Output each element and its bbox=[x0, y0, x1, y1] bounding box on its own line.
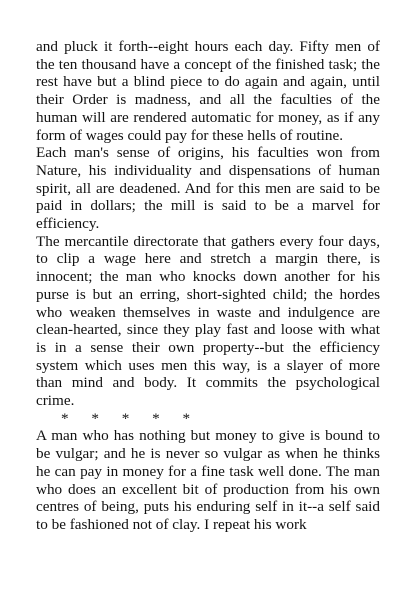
section-break: * * * * * bbox=[61, 409, 191, 427]
paragraph-4: A man who has nothing but money to give is bound to be vulgar; and he is never so vulgar as when he thinks he can pay in money for a fine task well done. The man who does an excellent bit of production from his own centres of being, puts his enduring self in it--a self said to be fashioned not of clay. I repeat his work bbox=[36, 427, 380, 533]
paragraph-3: The mercantile directorate that gathers every four days, to clip a wage here and stretch a margin there, is innocent; the man who knocks down another for his purse is but an erring, short-sighted child; the hordes who weaken themselves in waste and indulgence are clean-hearted, since they play fast and loose with what is in a sense their own property--but the efficiency system which uses men this way, is a slayer of more than mind and body. It commits the psychological crime. bbox=[36, 232, 380, 410]
paragraph-1: and pluck it forth--eight hours each day. Fifty men of the ten thousand have a concept of the finished task; the rest have but a blind piece to do again and again, until their Order is madness, and all the faculties of the human will are rendered automatic for money, as if any form of wages could pay for these hells of routine. bbox=[36, 38, 380, 144]
page-body bbox=[36, 38, 380, 534]
paragraph-2: Each man's sense of origins, his faculties won from Nature, his individuality and dispensations of human spirit, all are deadened. And for this men are said to be paid in dollars; the mill is said to be a marvel for efficiency. bbox=[36, 144, 380, 233]
